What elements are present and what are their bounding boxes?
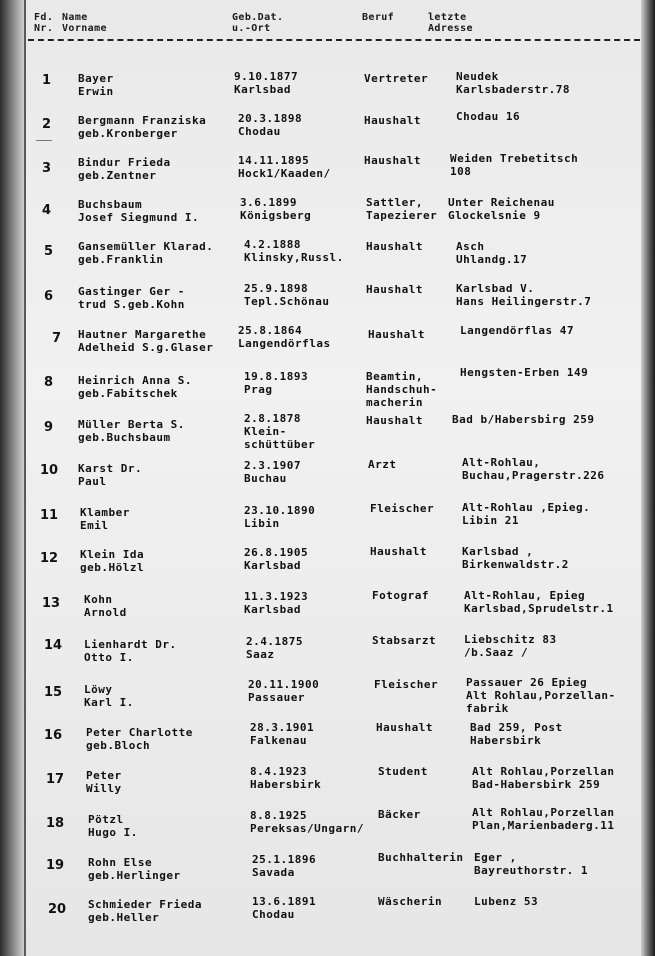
row-name: Buchsbaum Josef Siegmund I.	[78, 198, 200, 224]
row-address: Passauer 26 Epieg Alt Rohlau,Porzellan- fabrik	[466, 676, 616, 715]
row-birth: 25.1.1896 Savada	[252, 853, 317, 879]
row-address: Alt Rohlau,Porzellan Plan,Marienbaderg.11	[472, 806, 615, 832]
row-birth: 20.11.1900 Passauer	[248, 678, 320, 704]
row-address: Hengsten-Erben 149	[460, 366, 589, 379]
row-occupation: Haushalt	[366, 414, 423, 427]
row-occupation: Vertreter	[364, 72, 429, 85]
row-birth: 20.3.1898 Chodau	[238, 112, 303, 138]
row-name: Müller Berta S. geb.Buchsbaum	[78, 418, 185, 444]
row-birth: 2.4.1875 Saaz	[246, 635, 303, 661]
row-number: 11	[40, 508, 59, 523]
row-occupation: Haushalt	[366, 283, 423, 296]
row-occupation: Haushalt	[370, 545, 427, 558]
row-name: Heinrich Anna S. geb.Fabitschek	[78, 374, 192, 400]
row-number: 13	[42, 596, 61, 611]
row-number: 17	[46, 772, 65, 787]
row-name: Lienhardt Dr. Otto I.	[84, 638, 177, 664]
row-birth: 8.4.1923 Habersbirk	[250, 765, 322, 791]
row-occupation: Fleischer	[370, 502, 435, 515]
row-birth: 4.2.1888 Klinsky,Russl.	[244, 238, 344, 264]
row-number: 16	[44, 728, 63, 743]
row-birth: 2.3.1907 Buchau	[244, 459, 301, 485]
row-address: Bad b/Habersbirg 259	[452, 413, 595, 426]
row-occupation: Haushalt	[368, 328, 425, 341]
row-occupation: Haushalt	[376, 721, 433, 734]
row-occupation: Beamtin, Handschuh- macherin	[366, 370, 438, 409]
row-birth: 23.10.1890 Libin	[244, 504, 316, 530]
row-number: 7	[52, 331, 62, 346]
row-address: Neudek Karlsbaderstr.78	[456, 70, 570, 96]
row-birth: 28.3.1901 Falkenau	[250, 721, 315, 747]
row-number: 4	[42, 203, 52, 218]
row-occupation: Arzt	[368, 458, 397, 471]
header-nr: Fd. Nr.	[34, 12, 54, 34]
row-address: Eger , Bayreuthorstr. 1	[474, 851, 588, 877]
row-name: Pötzl Hugo I.	[88, 813, 138, 839]
row-occupation: Fleischer	[374, 678, 439, 691]
row-name: Bergmann Franziska geb.Kronberger	[78, 114, 207, 140]
row-name: Hautner Margarethe Adelheid S.g.Glaser	[78, 328, 214, 354]
row-address: Chodau 16	[456, 110, 521, 123]
row-occupation: Bäcker	[378, 808, 421, 821]
row-birth: 26.8.1905 Karlsbad	[244, 546, 309, 572]
row-address: Lubenz 53	[474, 895, 539, 908]
row-name: Löwy Karl I.	[84, 683, 134, 709]
row-number: 14	[44, 638, 63, 653]
row-birth: 2.8.1878 Klein- schüttüber	[244, 412, 316, 451]
row-address: Bad 259, Post Habersbirk	[470, 721, 563, 747]
row-birth: 19.8.1893 Prag	[244, 370, 309, 396]
row-address: Alt-Rohlau, Buchau,Pragerstr.226	[462, 456, 605, 482]
row-number: 2	[42, 117, 52, 132]
row-birth: 14.11.1895 Hock1/Kaaden/	[238, 154, 331, 180]
row-number: 12	[40, 551, 59, 566]
row-name: Schmieder Frieda geb.Heller	[88, 898, 202, 924]
row-address: Alt-Rohlau, Epieg Karlsbad,Sprudelstr.1	[464, 589, 614, 615]
row-number: 20	[48, 902, 67, 917]
row-name: Rohn Else geb.Herlinger	[88, 856, 181, 882]
row-address: Weiden Trebetitsch 108	[450, 152, 579, 178]
row-name: Kohn Arnold	[84, 593, 127, 619]
row-birth: 9.10.1877 Karlsbad	[234, 70, 299, 96]
row-number: 5	[44, 244, 54, 259]
row-occupation: Haushalt	[366, 240, 423, 253]
row-birth: 11.3.1923 Karlsbad	[244, 590, 309, 616]
row-occupation: Student	[378, 765, 428, 778]
row-occupation: Fotograf	[372, 589, 429, 602]
row-number: 3	[42, 161, 52, 176]
row-name: Klein Ida geb.Hölzl	[80, 548, 145, 574]
row-number: 8	[44, 375, 54, 390]
row-birth: 25.9.1898 Tepl.Schönau	[244, 282, 330, 308]
row-address: Langendörflas 47	[460, 324, 574, 337]
header-beruf: Beruf	[362, 12, 395, 23]
row-occupation: Buchhalterin	[378, 851, 464, 864]
row-name: Gastinger Ger - trud S.geb.Kohn	[78, 285, 185, 311]
header-name: Name Vorname	[62, 12, 107, 34]
row-number: 1	[42, 73, 52, 88]
row-number: 9	[44, 420, 54, 435]
row-name: Peter Willy	[86, 769, 122, 795]
row-occupation: Haushalt	[364, 154, 421, 167]
row-birth: 13.6.1891 Chodau	[252, 895, 317, 921]
header-divider	[28, 39, 640, 41]
row-name: Gansemüller Klarad. geb.Franklin	[78, 240, 214, 266]
row-occupation: Sattler, Tapezierer	[366, 196, 438, 222]
row-occupation: Wäscherin	[378, 895, 443, 908]
row-name: Klamber Emil	[80, 506, 130, 532]
row-address: Karlsbad , Birkenwaldstr.2	[462, 545, 569, 571]
row-name: Bayer Erwin	[78, 72, 114, 98]
row-number: 6	[44, 289, 54, 304]
row-address: Alt-Rohlau ,Epieg. Libin 21	[462, 501, 591, 527]
row-name: Karst Dr. Paul	[78, 462, 143, 488]
row-number: 15	[44, 685, 63, 700]
row-birth: 8.8.1925 Pereksas/Ungarn/	[250, 809, 364, 835]
row-address: Karlsbad V. Hans Heilingerstr.7	[456, 282, 592, 308]
header-adresse: letzte Adresse	[428, 12, 473, 34]
row-birth: 25.8.1864 Langendörflas	[238, 324, 331, 350]
row-number: 19	[46, 858, 65, 873]
row-number: 10	[40, 463, 59, 478]
row-birth: 3.6.1899 Königsberg	[240, 196, 312, 222]
row-occupation: Haushalt	[364, 114, 421, 127]
header-geb: Geb.Dat. u.-Ort	[232, 12, 284, 34]
row-occupation: Stabsarzt	[372, 634, 437, 647]
row-name: Bindur Frieda geb.Zentner	[78, 156, 171, 182]
row-address: Alt Rohlau,Porzellan Bad-Habersbirk 259	[472, 765, 615, 791]
row-address: Asch Uhlandg.17	[456, 240, 528, 266]
page-edge-right	[641, 0, 655, 956]
row-address: Liebschitz 83 /b.Saaz /	[464, 633, 557, 659]
row-address: Unter Reichenau Glockelsnie 9	[448, 196, 555, 222]
row-number: 18	[46, 816, 65, 831]
row-name: Peter Charlotte geb.Bloch	[86, 726, 193, 752]
margin-mark	[36, 140, 52, 141]
